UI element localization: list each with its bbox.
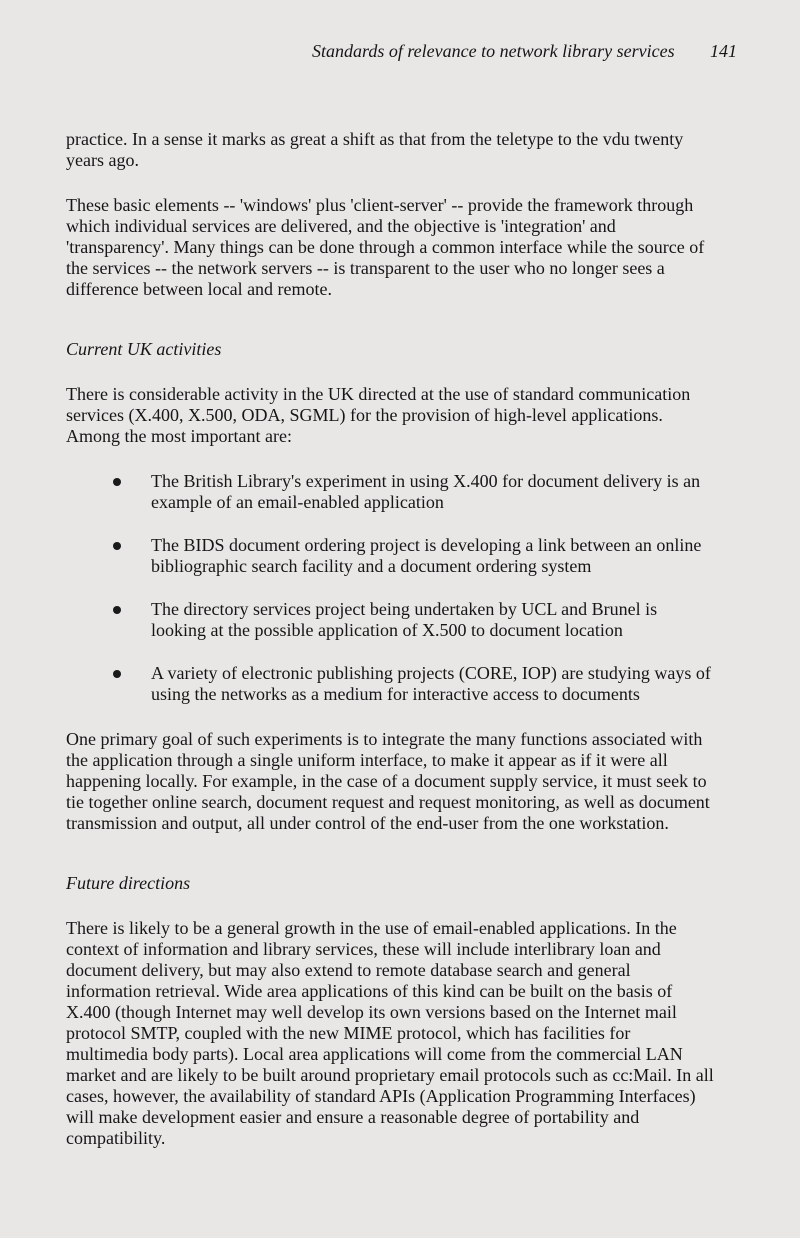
section-heading-future-directions: Future directions [66,873,191,893]
activities-list [66,471,716,705]
list-item [66,663,716,705]
paragraph-3: There is considerable activity in the UK directed at the use of standard communication services (X.400, X.500, ODA, SGML) for the provision of high-level applications. Among the most important are: [66,384,691,446]
bullet-icon [113,670,121,678]
list-item [66,599,716,641]
bullet-icon [113,542,121,550]
bullet-icon [113,478,121,486]
section-heading-current-uk-activities: Current UK activities [66,339,222,359]
list-item-text: The British Library's experiment in using X.400 for document delivery is an example of an email-enabled application [151,471,701,512]
running-header [312,40,737,62]
body-text [66,129,716,1173]
list-item [66,535,716,577]
list-item-text: The directory services project being undertaken by UCL and Brunel is looking at the possible application of X.500 to document location [151,599,658,640]
list-item-text: The BIDS document ordering project is developing a link between an online bibliographic search facility and a document ordering system [151,535,702,576]
bullet-icon [113,606,121,614]
page-number: 141 [710,41,737,61]
paragraph-4: One primary goal of such experiments is to integrate the many functions associated with the application through a single uniform interface, to make it appear as if it were all happening locally. For example, in the case of a document supply service, it must seek to tie together online search, document request and request monitoring, as well as document transmission and output, all under control of the end-user from the one workstation. [66,729,710,833]
paragraph-2: These basic elements -- 'windows' plus 'client-server' -- provide the framework through which individual services are delivered, and the objective is 'integration' and 'transparency'. Many things can be done through a common interface while the source of the services -- the network servers -- is transparent to the user who no longer sees a difference between local and remote. [66,195,705,299]
list-item-text: A variety of electronic publishing projects (CORE, IOP) are studying ways of using the networks as a medium for interactive access to documents [151,663,711,704]
paragraph-1: practice. In a sense it marks as great a shift as that from the teletype to the vdu twenty years ago. [66,129,684,170]
paragraph-5: There is likely to be a general growth in the use of email-enabled applications. In the context of information and library services, these will include interlibrary loan and document delivery, but may also extend to remote database search and general information retrieval. Wide area applications of this kind can be built on the basis of X.400 (though Internet may well develop its own versions based on the Internet mail protocol SMTP, coupled with the new MIME protocol, which has facilities for multimedia body parts). Local area applications will come from the commercial LAN market and are likely to be built around proprietary email protocols such as cc:Mail. In all cases, however, the availability of standard APIs (Application Programming Interfaces) will make development easier and ensure a reasonable degree of portability and compatibility. [66,918,714,1148]
list-item [66,471,716,513]
running-title: Standards of relevance to network library services [312,41,675,61]
